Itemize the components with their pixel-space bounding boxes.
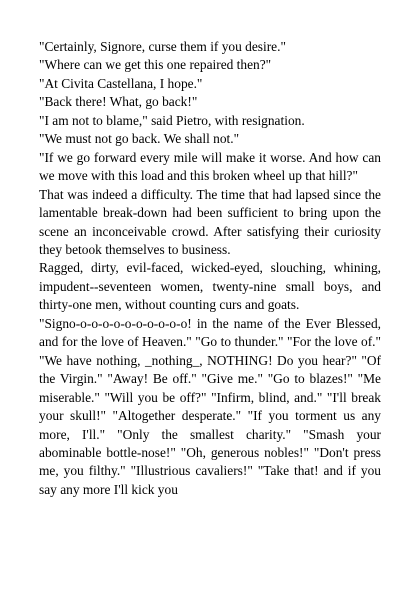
paragraph-1: "Certainly, Signore, curse them if you desire." [39, 39, 286, 54]
paragraph-3: "At Civita Castellana, I hope." [39, 75, 203, 91]
page-text [39, 38, 381, 499]
paragraph-4: "Back there! What, go back!" [39, 94, 198, 110]
paragraph-10: "Signo-o-o-o-o-o-o-o-o-o-o! in the name of the Ever Blessed, and for the love of Heaven." "Go to thunder." "For the love of." "We have nothing, _nothing_, NOTHING! Do you hear?" "Of the Virgin." "Away! Be off." "Give me." "Go to blazes!" "Me miserable." "Will you be off?" "Infirm, blind, and." "I'll break your skull!" "Altogether desperate." "If you torment us any more, I'll." "Only the smallest charity." "Smash your abominable bottle-nose!" "Oh, generous nobles!" "Don't press me, you filthy." "Illustrious cavaliers!" "Take that! and if you say any more I'll kick you [39, 315, 381, 497]
paragraph-8: That was indeed a difficulty. The time that had lapsed since the lamentable break-down had been sufficient to bring upon the scene an inconceivable crowd. After satisfying their curiosity they betook themselves to business. [39, 186, 381, 257]
paragraph-6: "We must not go back. We shall not." [39, 131, 240, 147]
paragraph-5: "I am not to blame," said Pietro, with resignation. [39, 112, 305, 128]
paragraph-9: Ragged, dirty, evil-faced, wicked-eyed, slouching, whining, impudent--seventeen women, twenty-nine small boys, and thirty-one men, without counting curs and goats. [39, 260, 381, 313]
paragraph-2: "Where can we get this one repaired then?" [39, 57, 272, 73]
paragraph-7: "If we go forward every mile will make it worse. And how can we move with this load and this broken wheel up that hill?" [39, 149, 381, 184]
